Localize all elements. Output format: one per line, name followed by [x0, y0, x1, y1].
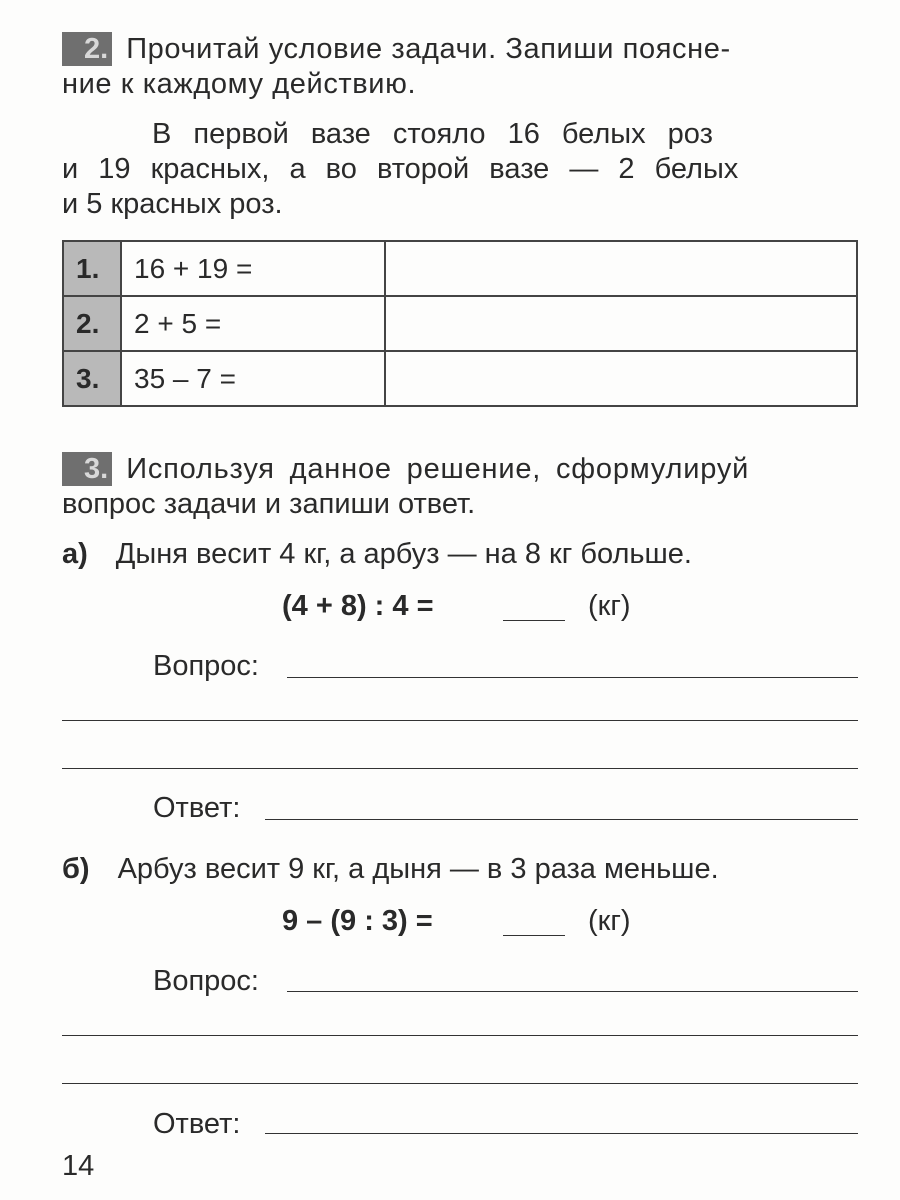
part-b-formula: 9 – (9 : 3) =	[282, 905, 433, 937]
task2-heading: 2. Прочитай условие задачи. Запиши поясне-	[62, 32, 731, 66]
part-b-question-line[interactable]	[62, 1035, 858, 1036]
part-a-question-line[interactable]	[287, 677, 858, 678]
part-a-question-line[interactable]	[62, 768, 858, 769]
part-a-result-blank[interactable]	[503, 620, 565, 621]
part-a-unit: (кг)	[588, 590, 631, 622]
table-row: 2. 2 + 5 =	[63, 296, 857, 351]
part-a-answer-label: Ответ:	[153, 792, 241, 824]
part-a-question-label: Вопрос:	[153, 650, 259, 682]
part-b-result-blank[interactable]	[503, 935, 565, 936]
part-b-answer-line[interactable]	[265, 1133, 858, 1134]
task2-text-line1: В первой вазе стояло 16 белых роз	[152, 118, 713, 150]
part-b-question-line[interactable]	[287, 991, 858, 992]
task3-heading: 3. Используя данное решение, сформулируй	[62, 452, 749, 486]
task2-instruction-line2: ние к каждому действию.	[62, 68, 417, 100]
part-a-formula: (4 + 8) : 4 =	[282, 590, 434, 622]
part-a-answer-line[interactable]	[265, 819, 858, 820]
task-number-badge: 2.	[62, 32, 112, 66]
part-a-question-line[interactable]	[62, 720, 858, 721]
part-b-question-line[interactable]	[62, 1083, 858, 1084]
task2-text-line2: и 19 красных, а во второй вазе — 2 белых	[62, 153, 739, 185]
table-row: 3. 35 – 7 =	[63, 351, 857, 406]
task3-instruction-line2: вопрос задачи и запиши ответ.	[62, 488, 476, 520]
task-number-badge: 3.	[62, 452, 112, 486]
table-row: 1. 16 + 19 =	[63, 241, 857, 296]
page-number: 14	[62, 1150, 95, 1182]
explanation-cell[interactable]	[385, 296, 857, 351]
part-b-text: б) Арбуз весит 9 кг, а дыня — в 3 раза меньше.	[62, 853, 719, 885]
task2-text-line3: и 5 красных роз.	[62, 188, 283, 220]
part-b-question-label: Вопрос:	[153, 965, 259, 997]
part-b-unit: (кг)	[588, 905, 631, 937]
part-a-text: а) Дыня весит 4 кг, а арбуз — на 8 кг больше.	[62, 538, 692, 570]
solution-table	[62, 240, 858, 407]
part-b-answer-label: Ответ:	[153, 1108, 241, 1140]
explanation-cell[interactable]	[385, 241, 857, 296]
explanation-cell[interactable]	[385, 351, 857, 406]
